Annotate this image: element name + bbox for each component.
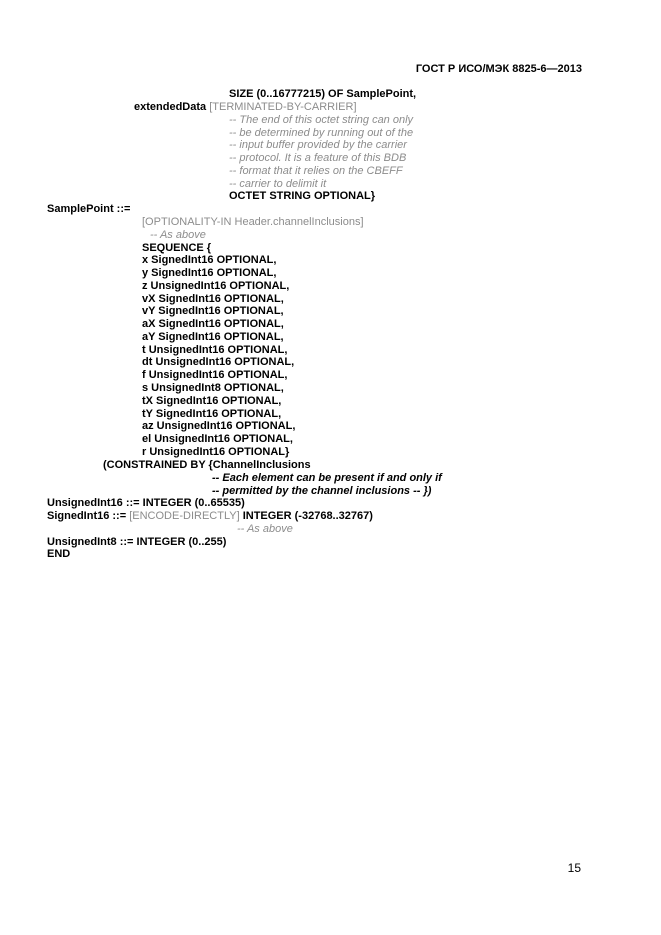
comment-line: -- carrier to delimit it	[229, 178, 327, 190]
type-range: INTEGER (-32768..32767)	[239, 510, 373, 522]
sequence-field: f UnsignedInt16 OPTIONAL,	[142, 369, 288, 381]
sequence-field: s UnsignedInt8 OPTIONAL,	[142, 382, 284, 394]
sequence-field: aY SignedInt16 OPTIONAL,	[142, 331, 284, 343]
type-name: SignedInt16 ::=	[47, 510, 130, 522]
sequence-field: tY SignedInt16 OPTIONAL,	[142, 408, 282, 420]
comment-line: -- protocol. It is a feature of this BDB	[229, 152, 407, 164]
sequence-field: t UnsignedInt16 OPTIONAL,	[142, 344, 288, 356]
sequence-field: r UnsignedInt16 OPTIONAL}	[142, 446, 290, 458]
code-line: SIZE (0..16777215) OF SamplePoint,	[229, 88, 417, 100]
encoding-instruction: [TERMINATED-BY-CARRIER]	[209, 101, 357, 113]
sequence-field: tX SignedInt16 OPTIONAL,	[142, 395, 282, 407]
sequence-field: z UnsignedInt16 OPTIONAL,	[142, 280, 290, 292]
field-name: extendedData	[134, 101, 210, 113]
code-line: SEQUENCE {	[142, 242, 212, 254]
sequence-field: el UnsignedInt16 OPTIONAL,	[142, 433, 293, 445]
constraint-comment: -- Each element can be present if and only if	[212, 472, 442, 484]
code-line: OCTET STRING OPTIONAL}	[229, 190, 376, 202]
module-end: END	[47, 548, 71, 560]
document-header: ГОСТ Р ИСО/МЭК 8825-6—2013	[415, 63, 582, 75]
sequence-field: y SignedInt16 OPTIONAL,	[142, 267, 277, 279]
sequence-field: aX SignedInt16 OPTIONAL,	[142, 318, 284, 330]
sequence-field: x SignedInt16 OPTIONAL,	[142, 254, 277, 266]
sequence-field: dt UnsignedInt16 OPTIONAL,	[142, 356, 295, 368]
encoding-instruction: [ENCODE-DIRECTLY]	[129, 510, 240, 522]
comment-line: -- be determined by running out of the	[229, 127, 414, 139]
code-line	[134, 101, 357, 114]
page-number: 15	[567, 861, 581, 875]
type-definition: UnsignedInt16 ::= INTEGER (0..65535)	[47, 497, 245, 509]
comment-line: -- The end of this octet string can only	[229, 114, 414, 126]
sequence-field: az UnsignedInt16 OPTIONAL,	[142, 420, 296, 432]
comment-line: -- As above	[150, 229, 206, 241]
sequence-field: vY SignedInt16 OPTIONAL,	[142, 305, 284, 317]
sequence-field: vX SignedInt16 OPTIONAL,	[142, 293, 284, 305]
comment-line: -- As above	[237, 523, 293, 535]
type-definition: SamplePoint ::=	[47, 203, 131, 215]
comment-line: -- format that it relies on the CBEFF	[229, 165, 403, 177]
encoding-instruction: [OPTIONALITY-IN Header.channelInclusions]	[142, 216, 364, 228]
type-definition: UnsignedInt8 ::= INTEGER (0..255)	[47, 536, 227, 548]
comment-line: -- input buffer provided by the carrier	[229, 139, 407, 151]
constraint-line: (CONSTRAINED BY {ChannelInclusions	[103, 459, 311, 471]
constraint-comment: -- permitted by the channel inclusions -- })	[212, 485, 432, 497]
type-definition	[47, 510, 373, 523]
